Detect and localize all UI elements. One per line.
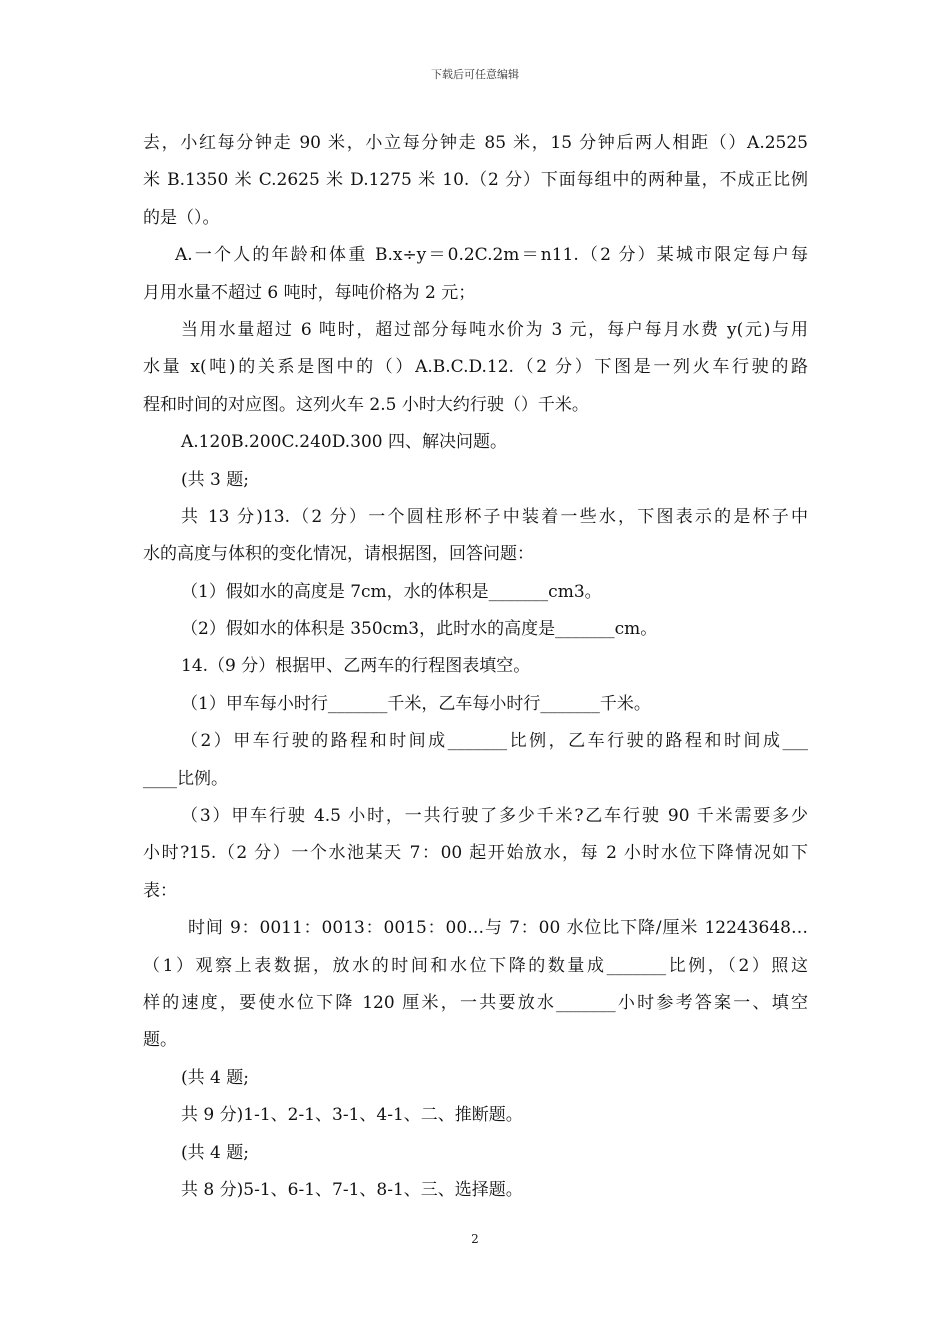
- text-line: 米 B.1350 米 C.2625 米 D.1275 米 10.（2 分）下面每组中的两种量，不成正比例: [143, 170, 808, 191]
- text-line: 表：: [143, 880, 177, 901]
- text-line: （2）甲车行驶的路程和时间成_______比例，乙车行驶的路程和时间成___: [181, 731, 808, 752]
- text-line: 的是（）。: [143, 207, 220, 228]
- text-line: ____比例。: [143, 768, 228, 789]
- text-line: （1）观察上表数据，放水的时间和水位下降的数量成_______比例，（2）照这: [143, 955, 808, 976]
- text-line: 小时?15.（2 分）一个水池某天 7：00 起开始放水，每 2 小时水位下降情况如下: [143, 843, 808, 864]
- text-line: (共 3 题;: [181, 469, 249, 490]
- text-line: （2）假如水的体积是 350cm3，此时水的高度是_______cm。: [181, 619, 658, 640]
- text-line: A.120B.200C.240D.300 四、解决问题。: [181, 432, 508, 453]
- text-line: （3）甲车行驶 4.5 小时，一共行驶了多少千米?乙车行驶 90 千米需要多少: [181, 806, 808, 827]
- page-number: 2: [471, 1232, 479, 1246]
- page-header: 下载后可任意编辑: [431, 68, 519, 81]
- text-line: 时间 9：0011：0013：0015：00…与 7：00 水位比下降/厘米 12243648…: [188, 918, 808, 939]
- text-line: (共 4 题;: [181, 1067, 249, 1088]
- text-line: （1）假如水的高度是 7cm，水的体积是_______cm3。: [181, 581, 602, 602]
- text-line: A.一个人的年龄和体重 B.x÷y＝0.2C.2m＝n11.（2 分）某城市限定每户每: [175, 245, 808, 266]
- text-line: (共 4 题;: [181, 1142, 249, 1163]
- text-line: 去，小红每分钟走 90 米，小立每分钟走 85 米，15 分钟后两人相距（）A.2525: [143, 133, 808, 153]
- document-body: [143, 125, 808, 1209]
- text-line: 程和时间的对应图。这列火车 2.5 小时大约行驶（）千米。: [143, 394, 589, 415]
- text-line: 共 13 分)13.（2 分）一个圆柱形杯子中装着一些水，下图表示的是杯子中: [181, 506, 808, 527]
- text-line: 14.（9 分）根据甲、乙两车的行程图表填空。: [181, 656, 531, 677]
- text-line: 当用水量超过 6 吨时，超过部分每吨水价为 3 元，每户每月水费 y(元)与用: [181, 319, 808, 340]
- text-line: 共 9 分)1-1、2-1、3-1、4-1、二、推断题。: [181, 1105, 523, 1126]
- text-line: 水的高度与体积的变化情况，请根据图，回答问题：: [143, 544, 534, 565]
- text-line: 水量 x(吨)的关系是图中的（）A.B.C.D.12.（2 分）下图是一列火车行驶的路: [143, 357, 808, 378]
- text-line: 共 8 分)5-1、6-1、7-1、8-1、三、选择题。: [181, 1179, 523, 1200]
- text-line: （1）甲车每小时行_______千米，乙车每小时行_______千米。: [181, 693, 651, 714]
- text-line: 题。: [143, 1030, 177, 1051]
- text-line: 样的速度，要使水位下降 120 厘米，一共要放水_______小时参考答案一、填空: [143, 992, 808, 1013]
- text-line: 月用水量不超过 6 吨时，每吨价格为 2 元；: [143, 282, 476, 303]
